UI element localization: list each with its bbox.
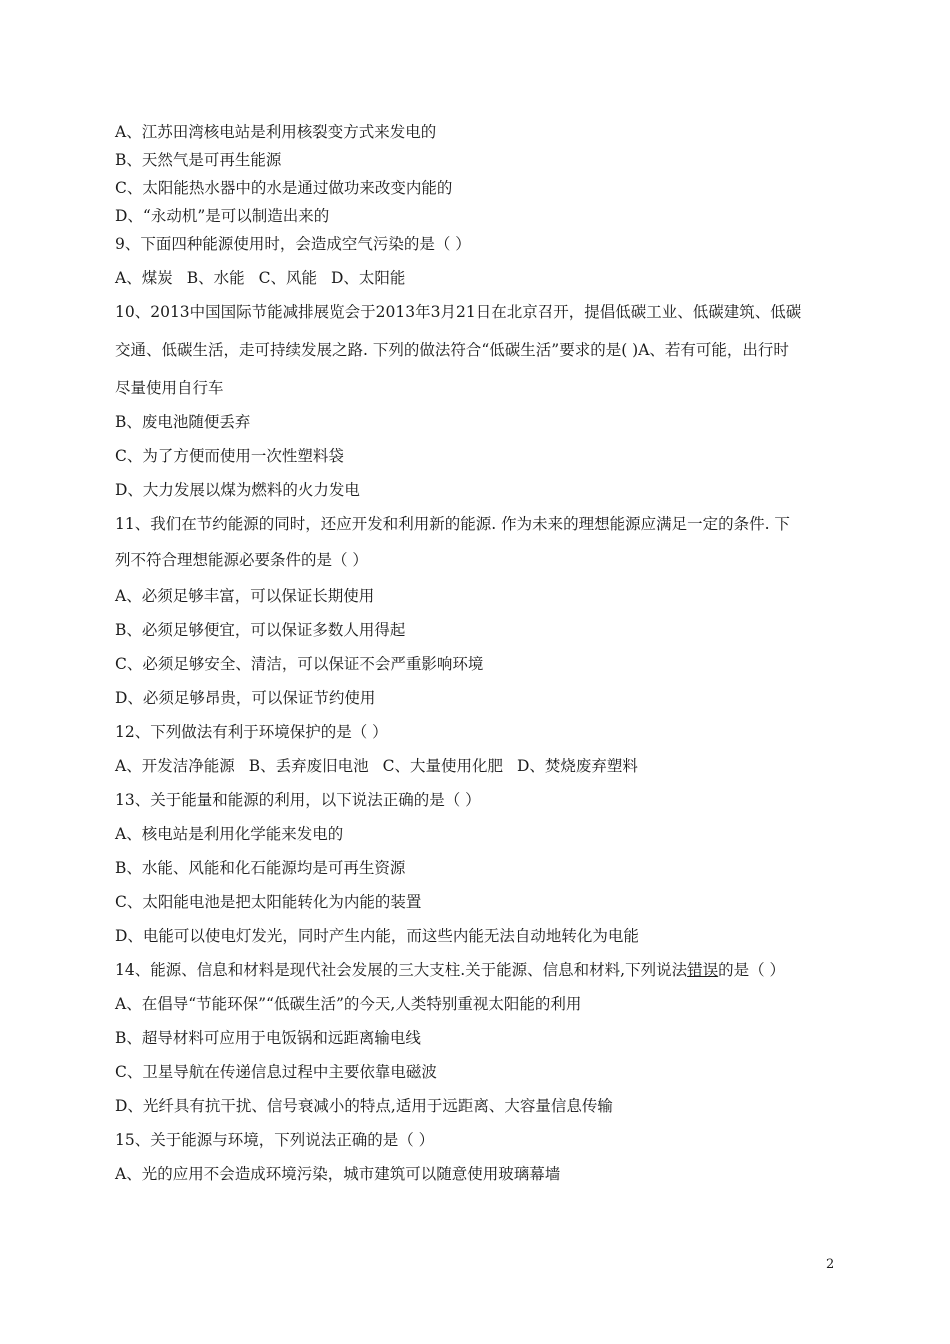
q13-option-d: D、电能可以使电灯发光，同时产生内能，而这些内能无法自动地转化为电能 [115, 927, 639, 945]
q11-option-c: C、必须足够安全、清洁，可以保证不会严重影响环境 [115, 655, 484, 673]
q13-option-c: C、太阳能电池是把太阳能转化为内能的装置 [115, 893, 422, 911]
q12-options [115, 756, 845, 776]
q10-option-d: D、大力发展以煤为燃料的火力发电 [115, 481, 360, 499]
q9-option-c: C、风能 [258, 269, 317, 287]
q8-option-d: D、“永动机”是可以制造出来的 [115, 207, 330, 225]
q8-option-a: A、江苏田湾核电站是利用核裂变方式来发电的 [115, 123, 437, 141]
q12-option-c: C、大量使用化肥 [382, 757, 503, 775]
q12-option-a: A、开发洁净能源 [115, 757, 235, 775]
q14-question-end: 的是（ ） [718, 961, 786, 979]
q15-option-a: A、光的应用不会造成环境污染，城市建筑可以随意使用玻璃幕墙 [115, 1165, 561, 1183]
q10-option-b: B、废电池随便丢弃 [115, 413, 251, 431]
q13-question: 13、关于能量和能源的利用，以下说法正确的是（ ） [115, 791, 481, 809]
q9-option-a: A、煤炭 [115, 269, 173, 287]
q14-option-a: A、在倡导“节能环保”“低碳生活”的今天,人类特别重视太阳能的利用 [115, 995, 582, 1013]
q10-option-c: C、为了方便而使用一次性塑料袋 [115, 447, 344, 465]
q9-options [115, 268, 845, 288]
q14-option-b: B、超导材料可应用于电饭锅和远距离输电线 [115, 1029, 421, 1047]
q9-option-d: D、太阳能 [330, 269, 406, 287]
q14-option-c: C、卫星导航在传递信息过程中主要依靠电磁波 [115, 1063, 437, 1081]
q14-underlined-word: 错误 [687, 961, 719, 979]
q13-option-a: A、核电站是利用化学能来发电的 [115, 825, 344, 843]
q12-option-d: D、焚烧废弃塑料 [516, 757, 638, 775]
q12-option-b: B、丢弃废旧电池 [248, 757, 369, 775]
q13-option-b: B、水能、风能和化石能源均是可再生资源 [115, 859, 406, 877]
q9-option-b: B、水能 [186, 269, 245, 287]
q8-option-c: C、太阳能热水器中的水是通过做功来改变内能的 [115, 179, 453, 197]
q10-question-line-2: 交通、低碳生活，走可持续发展之路. 下列的做法符合“低碳生活”要求的是( )A、若有可能，出行时 [115, 341, 789, 359]
q9-question: 9、下面四种能源使用时，会造成空气污染的是（ ） [115, 235, 471, 253]
q11-option-a: A、必须足够丰富，可以保证长期使用 [115, 587, 375, 605]
q11-option-d: D、必须足够昂贵，可以保证节约使用 [115, 689, 376, 707]
q15-question: 15、关于能源与环境，下列说法正确的是（ ） [115, 1131, 435, 1149]
q11-option-b: B、必须足够便宜，可以保证多数人用得起 [115, 621, 406, 639]
q14-question [115, 960, 845, 980]
q10-question-line-1: 10、2013中国国际节能减排展览会于2013年3月21日在北京召开，提倡低碳工业、低碳建筑、低碳 [115, 303, 802, 321]
q10-question-line-3: 尽量使用自行车 [115, 379, 224, 397]
page-number: 2 [826, 1257, 835, 1272]
q12-question: 12、下列做法有利于环境保护的是（ ） [115, 723, 388, 741]
q11-question-line-2: 列不符合理想能源必要条件的是（ ） [115, 551, 368, 569]
q14-question-text: 14、能源、信息和材料是现代社会发展的三大支柱.关于能源、信息和材料,下列说法 [115, 961, 688, 979]
q8-option-b: B、天然气是可再生能源 [115, 151, 282, 169]
q14-option-d: D、光纤具有抗干扰、信号衰减小的特点,适用于远距离、大容量信息传输 [115, 1097, 613, 1115]
q11-question-line-1: 11、我们在节约能源的同时，还应开发和利用新的能源. 作为未来的理想能源应满足一定的条件. 下 [115, 515, 790, 533]
